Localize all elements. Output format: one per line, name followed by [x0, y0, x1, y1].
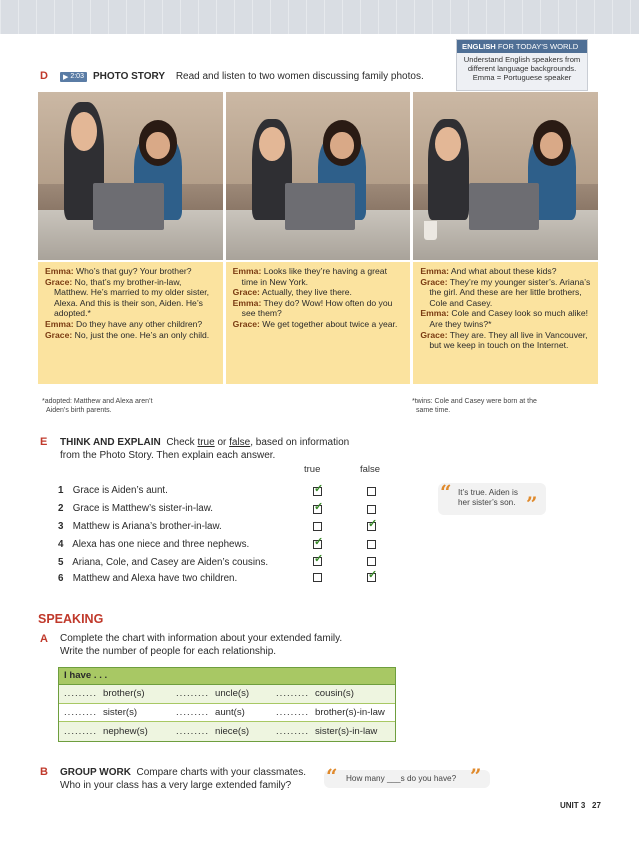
- section-e-letter: E: [40, 436, 48, 448]
- dialog-line: Emma: Looks like they’re having a great time in New York.: [232, 266, 387, 287]
- check-icon: ✓: [368, 518, 378, 530]
- check-icon: ✓: [314, 501, 324, 513]
- top-decorative-band: [0, 0, 639, 34]
- page-footer: UNIT 3 27: [560, 801, 601, 810]
- statement-3: 3 Matthew is Ariana’s brother-in-law.: [58, 521, 222, 532]
- speaking-b-instruction: GROUP WORK Compare charts with your classmates. Who in your class has a very large extended family?: [60, 767, 307, 791]
- table-row: ......... nephew(s) ......... niece(s) ......... sister(s)-in-law: [59, 722, 395, 741]
- checkbox-true-1[interactable]: [313, 483, 324, 496]
- checkbox-true-5[interactable]: [313, 553, 324, 566]
- play-icon: ▶: [63, 73, 69, 81]
- dialog-line: Emma: Do they have any other children?: [45, 318, 203, 329]
- statement-2: 2 Grace is Matthew’s sister-in-law.: [58, 503, 214, 514]
- photo-1: [38, 92, 223, 260]
- close-quote-icon: ”: [470, 764, 482, 788]
- statement-6: 6 Matthew and Alexa have two children.: [58, 573, 238, 584]
- ett-line-1: Understand English speakers from: [463, 55, 581, 64]
- photo-2: [226, 92, 411, 260]
- dialog-line: Emma: And what about these kids?: [420, 266, 557, 276]
- check-icon: ✓: [314, 536, 324, 548]
- checkbox-true-6[interactable]: [313, 573, 322, 582]
- dialog-line: Grace: Actually, they live there.: [232, 287, 352, 298]
- checkbox-true-2[interactable]: [313, 501, 324, 514]
- photo-story-images: [38, 92, 598, 260]
- ett-line-2: different language backgrounds.: [467, 64, 577, 73]
- dialog-panel-3: [413, 262, 598, 384]
- example-speech-bubble: It’s true. Aiden is her sister’s son.: [438, 483, 546, 515]
- open-quote-icon: “: [440, 480, 452, 504]
- statement-1: 1 Grace is Aiden’s aunt.: [58, 485, 168, 496]
- checkbox-false-6[interactable]: [367, 569, 378, 582]
- section-e-instruction: THINK AND EXPLAIN Check true or false, based on information from the Photo Story. Then explain each answer.: [60, 437, 350, 461]
- dialog-line: Grace: We get together about twice a year.: [232, 318, 398, 329]
- dialog-panel-2: [226, 262, 411, 384]
- checkbox-false-5[interactable]: [367, 557, 376, 566]
- table-row: ......... sister(s) ......... aunt(s) ......... brother(s)-in-law: [59, 704, 395, 723]
- chart-header: I have . . .: [59, 668, 395, 685]
- speaking-heading: SPEAKING: [38, 612, 104, 626]
- open-quote-icon: “: [326, 764, 338, 788]
- speaking-b-letter: B: [40, 766, 48, 778]
- photo-3: [413, 92, 598, 260]
- close-quote-icon: ”: [526, 492, 538, 516]
- dialog-line: Grace: They are. They all live in Vancouver, but we keep in touch on the Internet.: [420, 329, 588, 351]
- ett-header: ENGLISH FOR TODAY'S WORLD: [457, 40, 587, 53]
- statement-4: 4 Alexa has one niece and three nephews.: [58, 539, 250, 550]
- check-icon: ✓: [314, 483, 324, 495]
- ett-line-3: Emma = Portuguese speaker: [472, 73, 572, 82]
- section-d-title: ▶ 2:03 PHOTO STORY Read and listen to two women discussing family photos.: [60, 71, 424, 82]
- dialog-panels: [38, 262, 598, 384]
- checkbox-false-2[interactable]: [367, 505, 376, 514]
- table-row: ......... brother(s) ......... uncle(s) ......... cousin(s): [59, 685, 395, 704]
- footnote-adopted: *adopted: Matthew and Alexa aren’t Aiden’s birth parents.: [42, 398, 153, 414]
- dialog-line: Grace: They’re my younger sister’s. Ariana’s the girl. And these are her little brothers, Cole and Casey.: [420, 276, 591, 308]
- dialog-line: Emma: Who’s that guy? Your brother?: [45, 266, 192, 276]
- dialog-line: Grace: No, just the one. He’s an only child.: [45, 329, 210, 340]
- checkbox-false-4[interactable]: [367, 540, 376, 549]
- dialog-panel-1: [38, 262, 223, 384]
- audio-track-button[interactable]: ▶ 2:03: [60, 72, 87, 82]
- column-false-header: false: [360, 464, 381, 475]
- group-work-speech-bubble: How many ___s do you have?: [324, 770, 490, 788]
- checkbox-true-3[interactable]: [313, 522, 322, 531]
- dialog-line: Grace: No, that’s my brother-in-law, Matthew. He’s married to my older sister, Alexa. And this is their son, Aiden. He’s adopted.*: [45, 276, 210, 319]
- checkbox-false-1[interactable]: [367, 487, 376, 496]
- dialog-line: Emma: Cole and Casey look so much alike! Are they twins?*: [420, 308, 589, 329]
- footnote-twins: *twins: Cole and Casey were born at the same time.: [412, 398, 537, 414]
- speaking-a-instruction: Complete the chart with information about your extended family. Write the number of people for each relationship.: [60, 633, 343, 657]
- check-icon: ✓: [314, 553, 324, 565]
- dialog-line: Emma: They do? Wow! How often do you see them?: [232, 297, 393, 319]
- check-icon: ✓: [368, 569, 378, 581]
- column-true-header: true: [304, 464, 321, 475]
- checkbox-false-3[interactable]: [367, 518, 378, 531]
- extended-family-chart: [58, 667, 396, 742]
- english-for-todays-world-box: [456, 39, 588, 91]
- speaking-a-letter: A: [40, 633, 48, 645]
- checkbox-true-4[interactable]: [313, 536, 324, 549]
- section-d-letter: D: [40, 70, 48, 82]
- statement-5: 5 Ariana, Cole, and Casey are Aiden’s cousins.: [58, 557, 269, 568]
